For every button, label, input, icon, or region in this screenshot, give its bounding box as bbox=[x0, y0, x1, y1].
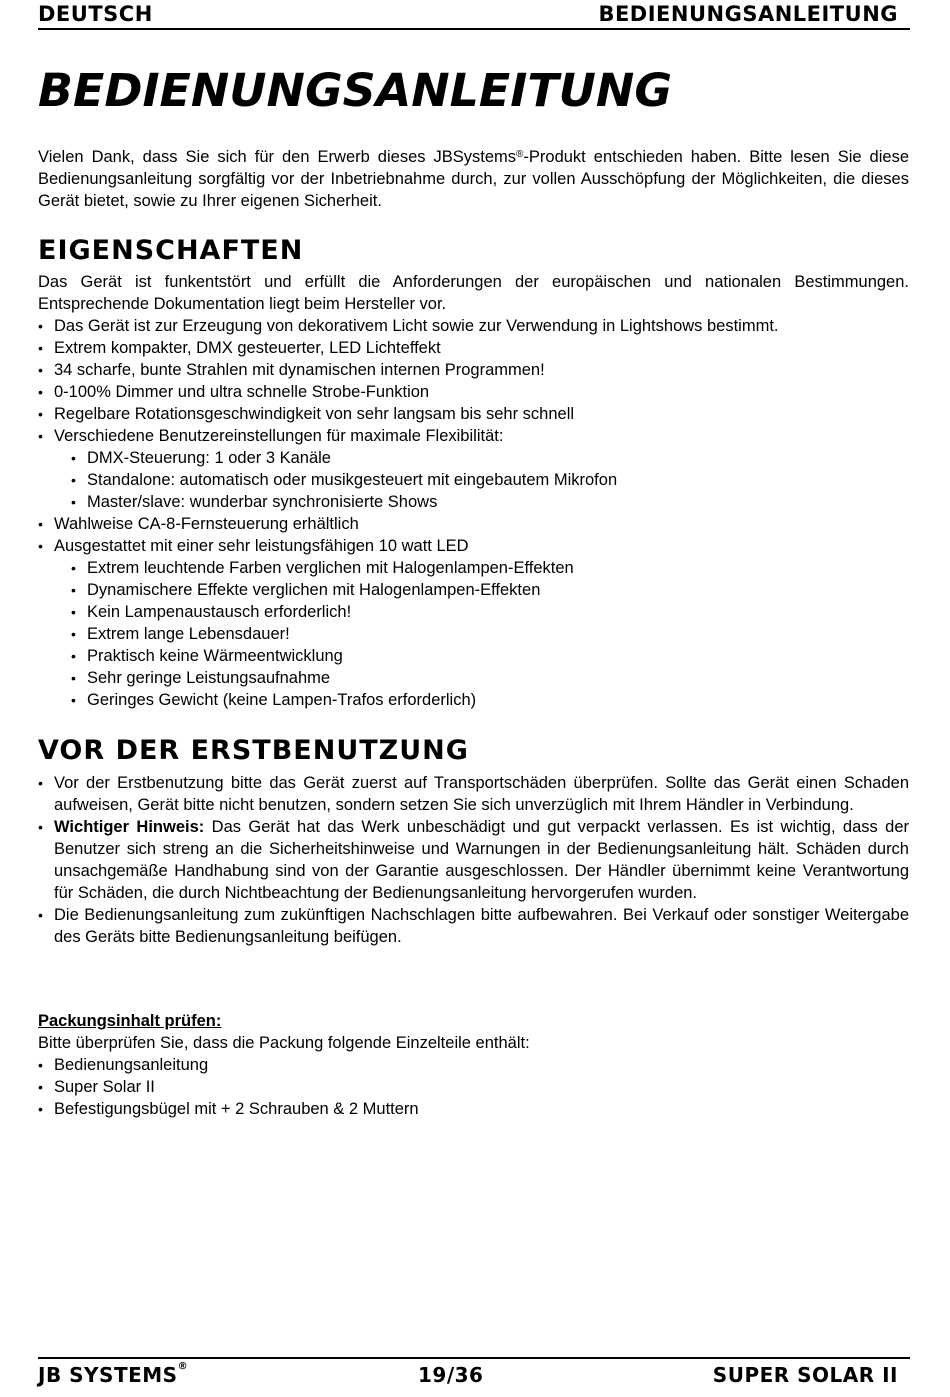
led-sublist bbox=[38, 557, 909, 711]
before-use-heading: VOR DER ERSTBENUTZUNG bbox=[38, 735, 469, 766]
intro-text-end: -Produkt entschieden haben. Bitte lesen Sie diese Bedienungsanleitung sorgfältig vor der Inbetriebnahme durch, zur vollen Ausschöpfung der Möglichkeiten, die dieses Gerät bietet, sowie zu Ihrer eigenen Sicherheit. bbox=[38, 148, 910, 210]
list-item: • Befestigungsbügel mit + 2 Schrauben & 2 Muttern bbox=[38, 1098, 909, 1120]
footer-registered-mark: ® bbox=[177, 1361, 189, 1372]
page-footer bbox=[38, 1357, 910, 1387]
list-item: • Extrem kompakter, DMX gesteuerter, LED Lichteffekt bbox=[38, 337, 909, 359]
features-list-2 bbox=[38, 513, 909, 557]
header-language: DEUTSCH bbox=[38, 2, 153, 26]
list-item: • Wahlweise CA-8-Fernsteuerung erhältlich bbox=[38, 513, 909, 535]
list-item: • 0-100% Dimmer und ultra schnelle Strobe-Funktion bbox=[38, 381, 909, 403]
list-item bbox=[38, 816, 909, 904]
list-item: • Standalone: automatisch oder musikgesteuert mit eingebautem Mikrofon bbox=[38, 469, 909, 491]
page-header bbox=[38, 2, 910, 30]
page-title: BEDIENUNGSANLEITUNG bbox=[38, 64, 672, 117]
list-item: • Super Solar II bbox=[38, 1076, 909, 1098]
package-subheading: Packungsinhalt prüfen: bbox=[38, 1012, 222, 1030]
page-number: 19/36 bbox=[418, 1363, 484, 1387]
list-item: • Extrem lange Lebensdauer! bbox=[38, 623, 909, 645]
footer-brand bbox=[38, 1363, 188, 1387]
package-intro: Bitte überprüfen Sie, dass die Packung folgende Einzelteile enthält: bbox=[38, 1034, 530, 1052]
registered-mark: ® bbox=[516, 149, 524, 160]
features-list bbox=[38, 315, 909, 447]
list-item: • Bedienungsanleitung bbox=[38, 1054, 909, 1076]
important-note-text: Das Gerät hat das Werk unbeschädigt und gut verpackt verlassen. Es ist wichtig, dass der Benutzer sich streng an die Sicherheitshinweise und Warnungen in der Bedienungsanleitung hält. Schäden durch unsachgemäße Handhabung sind von der Garantie ausgeschlossen. Der Händler übernimmt keine Verantwortung für Schäden, die durch Nichtbeachtung der Bedienungsanleitung hervorgerufen wurden. bbox=[54, 818, 910, 902]
intro-text-start: Vielen Dank, dass Sie sich für den Erwerb dieses JBSystems bbox=[38, 148, 517, 166]
list-item: • Verschiedene Benutzereinstellungen für maximale Flexibilität: bbox=[38, 425, 909, 447]
list-item: • Die Bedienungsanleitung zum zukünftigen Nachschlagen bitte aufbewahren. Bei Verkauf oder sonstiger Weitergabe des Geräts bitte Bedienungsanleitung beifügen. bbox=[38, 904, 909, 948]
list-item: • DMX-Steuerung: 1 oder 3 Kanäle bbox=[38, 447, 909, 469]
features-heading: EIGENSCHAFTEN bbox=[38, 235, 304, 266]
list-item: • Regelbare Rotationsgeschwindigkeit von sehr langsam bis sehr schnell bbox=[38, 403, 909, 425]
list-item: • Das Gerät ist zur Erzeugung von dekorativem Licht sowie zur Verwendung in Lightshows bestimmt. bbox=[38, 315, 909, 337]
header-doc-type: BEDIENUNGSANLEITUNG bbox=[598, 2, 898, 26]
package-list bbox=[38, 1054, 909, 1120]
list-item: • Dynamischere Effekte verglichen mit Halogenlampen-Effekten bbox=[38, 579, 909, 601]
list-item: • Praktisch keine Wärmeentwicklung bbox=[38, 645, 909, 667]
before-use-section bbox=[38, 772, 909, 948]
list-item: • Master/slave: wunderbar synchronisierte Shows bbox=[38, 491, 909, 513]
list-item: • Vor der Erstbenutzung bitte das Gerät zuerst auf Transportschäden überprüfen. Sollte das Gerät einen Schaden aufweisen, Gerät bitte nicht benutzen, sondern setzen Sie sich unverzüglich mit Ihrem Händler in Verbindung. bbox=[38, 772, 909, 816]
settings-sublist bbox=[38, 447, 909, 513]
package-section bbox=[38, 1010, 909, 1120]
important-note-label: Wichtiger Hinweis: bbox=[54, 818, 205, 836]
list-item: • Ausgestattet mit einer sehr leistungsfähigen 10 watt LED bbox=[38, 535, 909, 557]
footer-product: SUPER SOLAR II bbox=[712, 1363, 898, 1387]
list-item: • Sehr geringe Leistungsaufnahme bbox=[38, 667, 909, 689]
list-item: • 34 scharfe, bunte Strahlen mit dynamischen internen Programmen! bbox=[38, 359, 909, 381]
features-paragraph: Das Gerät ist funkentstört und erfüllt die Anforderungen der europäischen und nationalen Bestimmungen. Entsprechende Dokumentation liegt beim Hersteller vor. bbox=[38, 273, 909, 313]
features-section bbox=[38, 271, 909, 711]
list-item: • Kein Lampenaustausch erforderlich! bbox=[38, 601, 909, 623]
list-item: • Geringes Gewicht (keine Lampen-Trafos erforderlich) bbox=[38, 689, 909, 711]
list-item: • Extrem leuchtende Farben verglichen mit Halogenlampen-Effekten bbox=[38, 557, 909, 579]
footer-brand-text: JB SYSTEMS bbox=[38, 1363, 178, 1387]
intro-paragraph bbox=[38, 146, 909, 212]
before-use-list bbox=[38, 772, 909, 948]
